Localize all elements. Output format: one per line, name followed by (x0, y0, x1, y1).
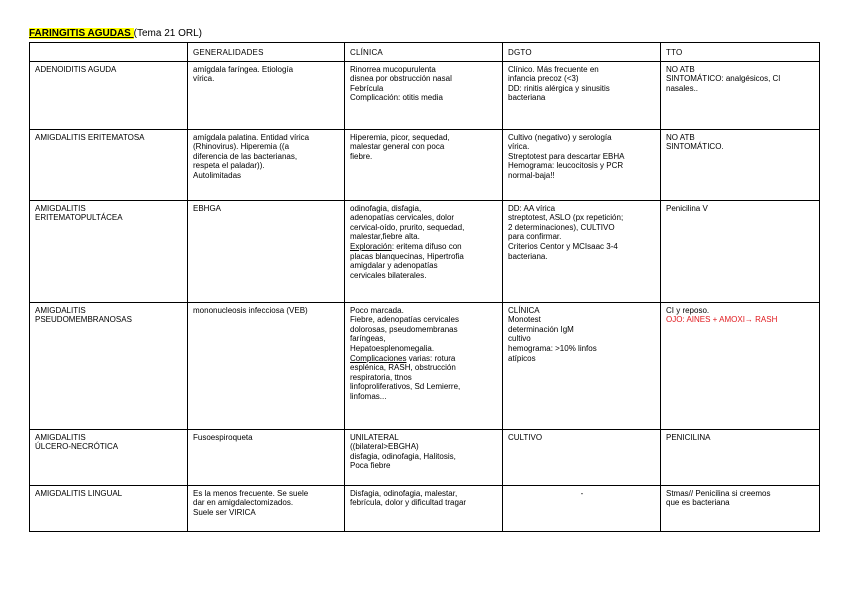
cell-dgto (503, 61, 661, 129)
header-tto: TTO (661, 43, 820, 62)
cell-line: dolorosas, pseudomembranas (350, 324, 458, 334)
table-row (30, 302, 820, 429)
cell-name (30, 61, 188, 129)
cell-line: Fusoespiroqueta (193, 432, 253, 442)
cell-clinica (345, 129, 503, 200)
cell-dgto (503, 129, 661, 200)
cell-line: esplénica, RASH, obstrucción (350, 363, 456, 373)
cell-line: nasales.. (666, 83, 699, 93)
cell-line: Cultivo (negativo) y serología (508, 132, 612, 142)
cell-line: dar en amigdalectomizados. (193, 498, 294, 508)
cell-line: - (580, 488, 584, 498)
cell-line: Fiebre, adenopatías cervicales (350, 315, 459, 325)
cell-text: : eritema difuso con (391, 241, 462, 251)
cell-line: CULTIVO (508, 432, 543, 442)
cell-dgto (503, 429, 661, 485)
cell-line: AMIGDALITIS ERITEMATOSA (35, 132, 145, 142)
cell-line: fiebre. (350, 151, 373, 161)
cell-line: Poca fiebre (350, 461, 391, 471)
cell-line: ADENOIDITIS AGUDA (35, 64, 117, 74)
cell-clinica (345, 429, 503, 485)
cell-line: amigdalar y adenopatías (350, 261, 438, 271)
cell-tto (661, 485, 820, 531)
cell-line: respiratoria, ttnos (350, 372, 412, 382)
cell-generalidades (188, 129, 345, 200)
cell-line: Stmas// Penicilina si creemos (666, 488, 771, 498)
cell-line: SINTOMÁTICO. (666, 142, 724, 152)
cell-line: Disfagia, odinofagia, malestar, (350, 488, 458, 498)
cell-line: disnea por obstrucción nasal (350, 74, 452, 84)
cell-generalidades (188, 200, 345, 302)
table-row (30, 129, 820, 200)
warning-text: OJO: AINES + AMOXI→ RASH (666, 315, 778, 325)
table-row (30, 200, 820, 302)
cell-line: DD: rinitis alérgica y sinusitis (508, 83, 610, 93)
cell-line: que es bacteriana (666, 498, 730, 508)
header-generalidades: GENERALIDADES (188, 43, 345, 62)
cell-line: malestar general con poca (350, 142, 445, 152)
cell-line: Es la menos frecuente. Se suele (193, 488, 309, 498)
cell-line: Clínico. Más frecuente en (508, 64, 599, 74)
cell-line: amígdala faríngea. Etiología (193, 64, 294, 74)
cell-line: odinofagia, disfagia, (350, 203, 422, 213)
faringitis-table (29, 42, 820, 532)
cell-line: febrícula, dolor y dificultad tragar (350, 498, 467, 508)
cell-clinica (345, 200, 503, 302)
cell-line: Hiperemia, picor, sequedad, (350, 132, 450, 142)
cell-line: Hepatoesplenomegalia. (350, 343, 435, 353)
cell-name (30, 429, 188, 485)
cell-line: Poco marcada. (350, 305, 404, 315)
cell-line: Penicilina V (666, 203, 708, 213)
cell-line: cervicales bilaterales. (350, 270, 427, 280)
header-dgto: DGTO (503, 43, 661, 62)
cell-line: Criterios Centor y MCIsaac 3-4 (508, 241, 618, 251)
cell-line: PENICILINA (666, 432, 711, 442)
cell-line: ERITEMATOPULTÁCEA (35, 213, 123, 223)
cell-line: disfagia, odinofagia, Halitosis, (350, 451, 456, 461)
cell-line: placas blanquecinas, Hipertrofia (350, 251, 464, 261)
cell-line: bacteriana. (508, 251, 548, 261)
header-empty (30, 43, 188, 62)
cell-dgto (503, 485, 661, 531)
cell-line: vírica. (508, 142, 530, 152)
cell-line: CI y reposo. (666, 305, 710, 315)
cell-clinica (345, 61, 503, 129)
cell-line: NO ATB (666, 132, 695, 142)
cell-line: DD: AA vírica (508, 203, 556, 213)
cell-line: amígdala palatina. Entidad vírica (193, 132, 310, 142)
cell-line: streptotest, ASLO (px repetición; (508, 213, 624, 223)
cell-line: bacteriana (508, 93, 546, 103)
title-highlight: FARINGITIS AGUDAS (29, 28, 134, 39)
cell-line: atípicos (508, 353, 536, 363)
cell-name (30, 129, 188, 200)
cell-generalidades (188, 429, 345, 485)
cell-tto (661, 302, 820, 429)
cell-line: infancia precoz (<3) (508, 74, 579, 84)
table-row (30, 61, 820, 129)
cell-line: PSEUDOMEMBRANOSAS (35, 315, 132, 325)
cell-line: cervical-oído, prurito, sequedad, (350, 222, 465, 232)
cell-line: faríngeas, (350, 334, 386, 344)
table-header-row (30, 43, 820, 62)
complicaciones-label: Complicaciones (350, 353, 407, 363)
cell-line: Monotest (508, 315, 541, 325)
document-title (29, 28, 202, 40)
cell-line: Suele ser VIRICA (193, 507, 256, 517)
cell-line: para confirmar. (508, 232, 562, 242)
cell-generalidades (188, 302, 345, 429)
cell-line: Febrícula (350, 83, 384, 93)
cell-generalidades (188, 61, 345, 129)
table-row (30, 429, 820, 485)
cell-name (30, 485, 188, 531)
cell-line: NO ATB (666, 64, 695, 74)
cell-line-labelled (350, 354, 498, 364)
cell-line: EBHGA (193, 203, 222, 213)
cell-line: cultivo (508, 334, 531, 344)
cell-line: linfomas... (350, 391, 387, 401)
cell-line: (Rhinovirus). Hiperemia ((a (193, 142, 290, 152)
cell-line: Rinorrea mucopurulenta (350, 64, 436, 74)
header-clinica: CLÍNICA (345, 43, 503, 62)
cell-line: SINTOMÁTICO: analgésicos, Cl (666, 74, 781, 84)
cell-dgto (503, 302, 661, 429)
cell-line: AMIGDALITIS (35, 305, 86, 315)
cell-line: determinación IgM (508, 324, 574, 334)
cell-line: Hemograma: leucocitosis y PCR (508, 161, 624, 171)
cell-line: ((bilateral>EBGHA) (350, 442, 419, 452)
cell-line: UNILATERAL (350, 432, 399, 442)
cell-name (30, 302, 188, 429)
cell-name (30, 200, 188, 302)
cell-clinica (345, 485, 503, 531)
cell-line: Streptotest para descartar EBHA (508, 151, 625, 161)
cell-text: varias: rotura (406, 353, 456, 363)
cell-line: AMIGDALITIS (35, 203, 86, 213)
cell-line: diferencia de las bacterianas, (193, 151, 298, 161)
cell-line: adenopatías cervicales, dolor (350, 213, 455, 223)
cell-line: AMIGDALITIS (35, 432, 86, 442)
cell-dgto (503, 200, 661, 302)
cell-line: vírica. (193, 74, 215, 84)
title-subtitle: (Tema 21 ORL) (133, 28, 202, 39)
cell-line: malestar,fiebre alta. (350, 232, 420, 242)
cell-line: Autolimitadas (193, 170, 242, 180)
cell-line: hemograma: >10% linfos (508, 343, 597, 353)
cell-line: AMIGDALITIS LINGUAL (35, 488, 123, 498)
exploracion-label: Exploración (350, 241, 392, 251)
cell-line: 2 determinaciones), CULTIVO (508, 222, 615, 232)
cell-line: normal-baja!! (508, 170, 555, 180)
cell-line-labelled (350, 242, 498, 252)
cell-line: mononucleosis infecciosa (VEB) (193, 305, 308, 315)
cell-line: linfoproliferativos, Sd Lemierre, (350, 382, 461, 392)
cell-line: respeta el paladar)). (193, 161, 265, 171)
cell-generalidades (188, 485, 345, 531)
table-row (30, 485, 820, 531)
cell-clinica (345, 302, 503, 429)
cell-line: CLÍNICA (508, 305, 540, 315)
cell-tto (661, 129, 820, 200)
cell-tto (661, 61, 820, 129)
cell-line: ÚLCERO-NECRÓTICA (35, 442, 119, 452)
cell-line: Complicación: otitis media (350, 93, 443, 103)
cell-tto (661, 429, 820, 485)
cell-tto (661, 200, 820, 302)
